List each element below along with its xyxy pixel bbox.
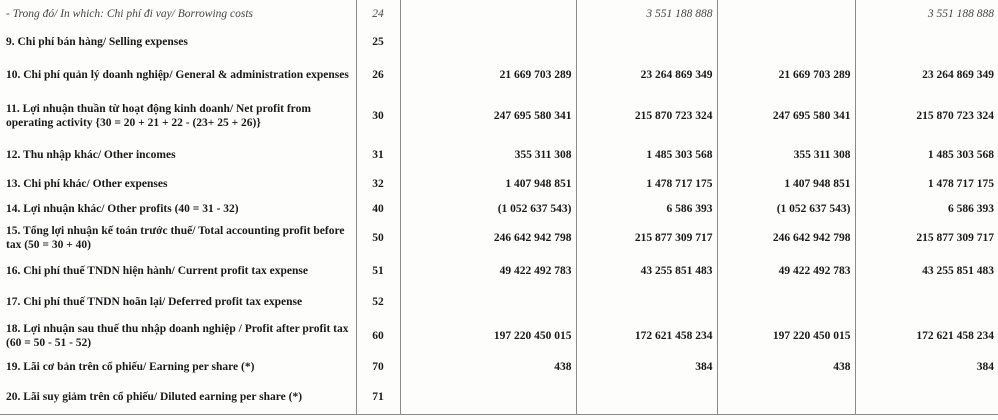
table-row	[0, 318, 998, 354]
row-value-4: 1 478 717 175	[855, 172, 998, 196]
row-value-4: 6 586 393	[855, 196, 998, 221]
table-row	[0, 0, 998, 27]
row-description: 9. Chi phí bán hàng/ Selling expenses	[0, 27, 356, 56]
table-row	[0, 354, 998, 380]
row-value-1: 1 407 948 851	[400, 172, 576, 196]
row-description: 10. Chi phí quản lý doanh nghiệp/ General & administration expenses	[0, 56, 356, 94]
row-value-3: 21 669 703 289	[717, 56, 855, 94]
row-value-1	[400, 286, 576, 318]
row-value-2	[576, 27, 717, 56]
row-value-4	[855, 286, 998, 318]
row-value-1: 246 642 942 798	[400, 221, 576, 255]
row-value-1	[400, 0, 576, 27]
row-description: 16. Chi phí thuế TNDN hiện hành/ Current profit tax expense	[0, 255, 356, 286]
row-value-4	[855, 27, 998, 56]
row-value-3	[717, 286, 855, 318]
row-description: 13. Chi phí khác/ Other expenses	[0, 172, 356, 196]
table-row	[0, 27, 998, 56]
row-value-3	[717, 380, 855, 414]
row-description: 14. Lợi nhuận khác/ Other profits (40 = 31 - 32)	[0, 196, 356, 221]
row-code: 51	[356, 255, 400, 286]
row-value-2: 1 485 303 568	[576, 138, 717, 172]
row-code: 71	[356, 380, 400, 414]
row-value-1: 21 669 703 289	[400, 56, 576, 94]
row-value-4: 3 551 188 888	[855, 0, 998, 27]
table-row	[0, 138, 998, 172]
row-value-3: 1 407 948 851	[717, 172, 855, 196]
row-value-4: 215 877 309 717	[855, 221, 998, 255]
row-value-3	[717, 0, 855, 27]
table-row	[0, 221, 998, 255]
row-value-1: 49 422 492 783	[400, 255, 576, 286]
row-code: 30	[356, 94, 400, 138]
row-value-3: 49 422 492 783	[717, 255, 855, 286]
row-value-2: 384	[576, 354, 717, 380]
row-code: 50	[356, 221, 400, 255]
row-value-1: 438	[400, 354, 576, 380]
row-description: 20. Lãi suy giảm trên cổ phiếu/ Diluted earning per share (*)	[0, 380, 356, 414]
row-value-2	[576, 380, 717, 414]
row-value-2: 43 255 851 483	[576, 255, 717, 286]
row-code: 60	[356, 318, 400, 354]
row-code: 32	[356, 172, 400, 196]
row-value-1: 355 311 308	[400, 138, 576, 172]
row-value-4: 215 870 723 324	[855, 94, 998, 138]
row-description: 19. Lãi cơ bản trên cổ phiếu/ Earning per share (*)	[0, 354, 356, 380]
row-value-3	[717, 27, 855, 56]
row-value-2: 172 621 458 234	[576, 318, 717, 354]
row-value-4: 1 485 303 568	[855, 138, 998, 172]
row-value-2: 3 551 188 888	[576, 0, 717, 27]
row-code: 31	[356, 138, 400, 172]
row-value-4: 23 264 869 349	[855, 56, 998, 94]
table-row	[0, 255, 998, 286]
row-value-1: 197 220 450 015	[400, 318, 576, 354]
table-row	[0, 196, 998, 221]
row-value-2: 215 877 309 717	[576, 221, 717, 255]
row-value-4: 43 255 851 483	[855, 255, 998, 286]
row-code: 52	[356, 286, 400, 318]
row-value-1: (1 052 637 543)	[400, 196, 576, 221]
row-value-3: 197 220 450 015	[717, 318, 855, 354]
table-row	[0, 172, 998, 196]
row-value-1	[400, 27, 576, 56]
row-code: 25	[356, 27, 400, 56]
row-value-4	[855, 380, 998, 414]
row-value-2: 1 478 717 175	[576, 172, 717, 196]
row-description: 12. Thu nhập khác/ Other incomes	[0, 138, 356, 172]
row-value-2: 6 586 393	[576, 196, 717, 221]
row-value-3: 438	[717, 354, 855, 380]
row-value-2: 23 264 869 349	[576, 56, 717, 94]
row-description: - Trong đó/ In which: Chi phí đi vay/ Borrowing costs	[0, 0, 356, 27]
row-value-3: (1 052 637 543)	[717, 196, 855, 221]
table-row	[0, 56, 998, 94]
row-value-1: 247 695 580 341	[400, 94, 576, 138]
table-row	[0, 94, 998, 138]
row-value-4: 384	[855, 354, 998, 380]
row-value-1	[400, 380, 576, 414]
row-value-2: 215 870 723 324	[576, 94, 717, 138]
table-row	[0, 380, 998, 414]
row-value-3: 247 695 580 341	[717, 94, 855, 138]
row-description: 17. Chi phí thuế TNDN hoãn lại/ Deferred profit tax expense	[0, 286, 356, 318]
row-description: 18. Lợi nhuận sau thuế thu nhập doanh nghiệp / Profit after profit tax (60 = 50 - 51 - 52)	[0, 318, 356, 354]
row-value-2	[576, 286, 717, 318]
row-code: 24	[356, 0, 400, 27]
row-value-4: 172 621 458 234	[855, 318, 998, 354]
row-value-3: 355 311 308	[717, 138, 855, 172]
row-description: 15. Tổng lợi nhuận kế toán trước thuế/ Total accounting profit before tax (50 = 30 + 40)	[0, 221, 356, 255]
row-code: 26	[356, 56, 400, 94]
row-value-3: 246 642 942 798	[717, 221, 855, 255]
table-row	[0, 286, 998, 318]
row-code: 40	[356, 196, 400, 221]
row-description: 11. Lợi nhuận thuần từ hoạt động kinh doanh/ Net profit from operating activity {30 = 20 + 21 + 22 - (23+ 25 + 26)}	[0, 94, 356, 138]
row-code: 70	[356, 354, 400, 380]
